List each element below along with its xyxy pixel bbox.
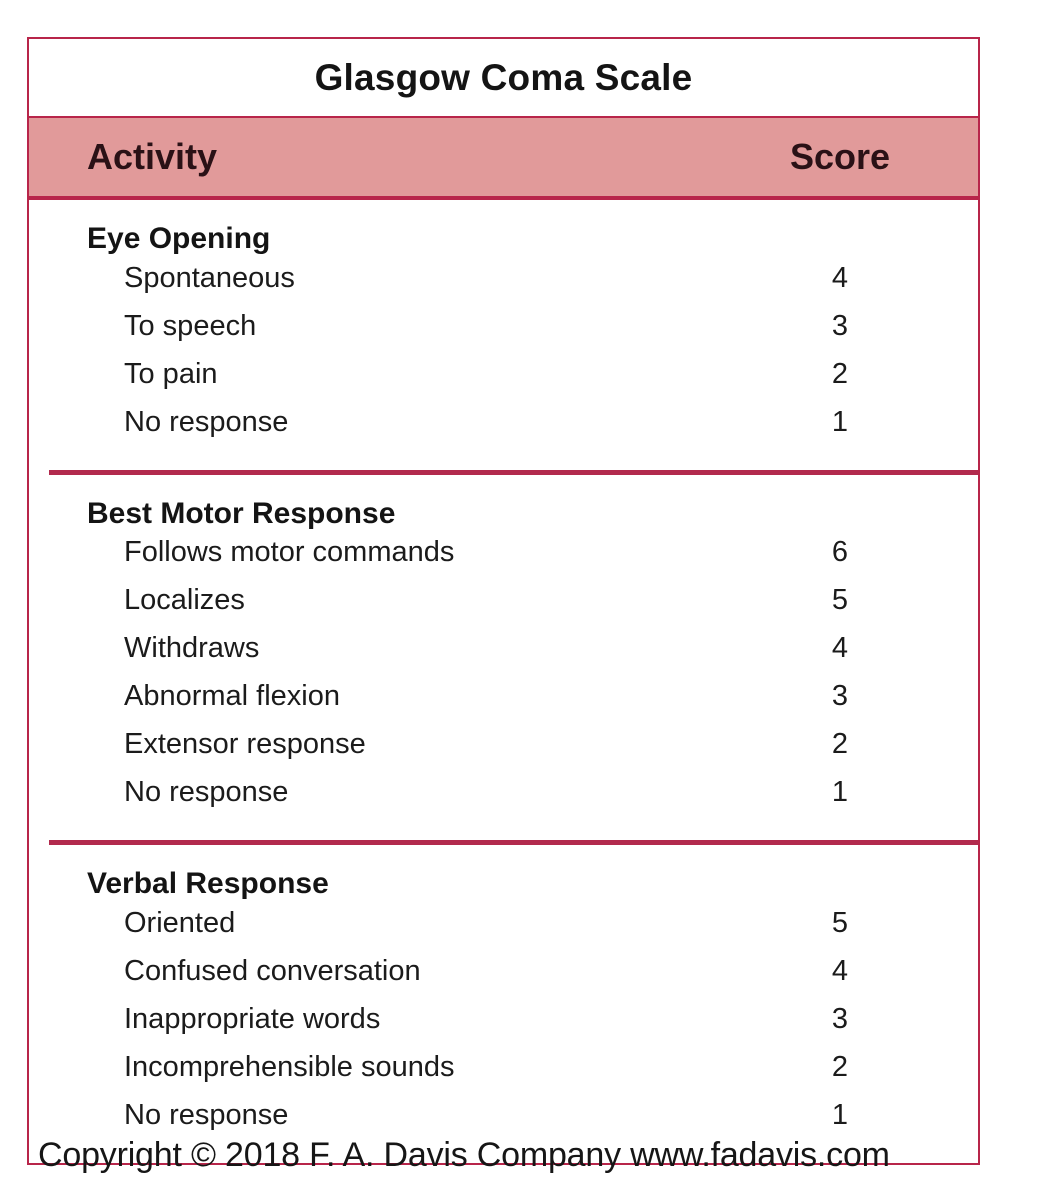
table-row xyxy=(49,728,978,776)
row-score-value: 4 xyxy=(831,954,849,987)
row-activity-label: Oriented xyxy=(124,906,236,939)
row-activity-label: To speech xyxy=(124,309,257,342)
row-activity-label: Incomprehensible sounds xyxy=(124,1050,455,1083)
table-row-inner xyxy=(49,955,978,988)
table-row-inner xyxy=(49,406,978,439)
section-heading: Best Motor Response xyxy=(87,496,396,530)
table-body xyxy=(29,200,978,1163)
table-row xyxy=(49,262,978,310)
table-row-inner xyxy=(49,310,978,343)
table-row xyxy=(49,1003,978,1051)
row-activity-label: Spontaneous xyxy=(124,261,295,294)
row-score-value: 5 xyxy=(831,584,849,616)
row-activity-label: Extensor response xyxy=(124,728,366,760)
table-row xyxy=(49,776,978,824)
column-header-activity: Activity xyxy=(87,136,218,177)
row-activity-label: No response xyxy=(124,405,289,438)
table-row-inner xyxy=(49,1051,978,1084)
row-activity-label: To pain xyxy=(124,357,218,390)
table-row xyxy=(49,632,978,680)
row-activity-label: Withdraws xyxy=(124,632,260,664)
table-row xyxy=(49,584,978,632)
table-row-inner xyxy=(49,536,978,569)
table-row xyxy=(49,406,978,454)
table-row-inner xyxy=(49,1099,978,1132)
table-title-row xyxy=(29,39,978,118)
row-activity-label: No response xyxy=(124,1098,289,1131)
table-row xyxy=(49,1051,978,1099)
row-score-value: 4 xyxy=(831,261,849,294)
row-score-value: 3 xyxy=(831,309,849,342)
table-row xyxy=(49,680,978,728)
table-row-inner xyxy=(49,1003,978,1036)
table-row xyxy=(49,536,978,584)
row-activity-label: Follows motor commands xyxy=(124,536,455,568)
row-score-value: 2 xyxy=(831,728,849,760)
row-score-value: 2 xyxy=(831,357,849,390)
table-section xyxy=(49,470,978,841)
row-score-value: 3 xyxy=(831,680,849,712)
row-activity-label: Localizes xyxy=(124,584,245,616)
row-activity-label: Abnormal flexion xyxy=(124,680,340,712)
row-activity-label: No response xyxy=(124,776,289,808)
row-score-value: 4 xyxy=(831,632,849,664)
row-score-value: 2 xyxy=(831,1050,849,1083)
table-row-inner xyxy=(49,907,978,940)
row-score-value: 1 xyxy=(831,1098,849,1131)
row-score-value: 5 xyxy=(831,906,849,939)
table-row xyxy=(49,358,978,406)
row-score-value: 1 xyxy=(831,776,849,808)
table-row xyxy=(49,955,978,1003)
section-heading: Verbal Response xyxy=(87,867,329,900)
page-title: Glasgow Coma Scale xyxy=(314,56,693,98)
table-section xyxy=(49,840,978,1163)
table-row xyxy=(49,907,978,955)
glasgow-coma-scale-table xyxy=(27,37,980,1165)
table-row-inner xyxy=(49,632,978,665)
column-header-score: Score xyxy=(789,136,891,177)
table-column-header-row xyxy=(29,118,978,200)
table-section xyxy=(49,200,978,470)
table-row xyxy=(49,310,978,358)
row-score-value: 3 xyxy=(831,1002,849,1035)
table-row-inner xyxy=(49,680,978,713)
table-row-inner xyxy=(49,584,978,617)
table-row-inner xyxy=(49,358,978,391)
row-score-value: 1 xyxy=(831,405,849,438)
table-row-inner xyxy=(49,728,978,761)
copyright-notice: Copyright © 2018 F. A. Davis Company www.fadavis.com xyxy=(38,1136,890,1174)
row-score-value: 6 xyxy=(831,536,849,568)
section-heading: Eye Opening xyxy=(87,222,271,255)
row-activity-label: Inappropriate words xyxy=(124,1002,381,1035)
row-activity-label: Confused conversation xyxy=(124,954,421,987)
table-row-inner xyxy=(49,262,978,295)
table-row-inner xyxy=(49,776,978,809)
